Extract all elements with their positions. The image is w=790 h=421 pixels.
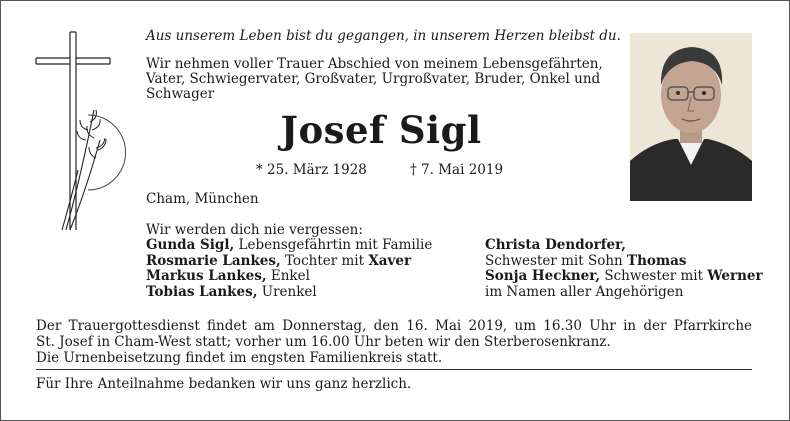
mourner-line: Rosmarie Lankes, Tochter mit Xaver — [146, 252, 412, 269]
mourner-line: Christa Dendorfer, — [485, 237, 626, 253]
birth-date: * 25. März 1928 — [256, 162, 367, 178]
mourner-line: im Namen aller Angehörigen — [485, 283, 684, 300]
mourner-line: Tobias Lankes, Urenkel — [146, 283, 317, 300]
cross-with-wheat-icon — [28, 30, 128, 235]
divider — [36, 369, 752, 370]
mourner-line: Markus Lankes, Enkel — [146, 268, 310, 284]
places: Cham, München — [146, 191, 259, 207]
service-line: Der Trauergottesdienst findet am Donnerstag, den 16. Mai 2019, um 16.30 Uhr in der Pfarrkirche — [36, 318, 752, 334]
death-date: † 7. Mai 2019 — [410, 162, 504, 178]
thanks-line: Für Ihre Anteilnahme bedanken wir uns ganz herzlich. — [36, 376, 412, 392]
portrait-photo — [630, 33, 752, 201]
service-line: Die Urnenbeisetzung findet im engsten Familienkreis statt. — [36, 350, 443, 366]
intro-text: Wir nehmen voller Trauer Abschied von meinem Lebensgefährten, Vater, Schwiegervater, Großvater, Urgroßvater, Bruder, Onkel und Schwager — [146, 56, 603, 102]
mourner-line: Sonja Heckner, Schwester mit Werner — [485, 268, 763, 284]
mourner-line: Gunda Sigl, Lebensgefährtin mit Familie — [146, 237, 433, 253]
mourners-left — [146, 238, 432, 300]
service-info — [36, 318, 752, 366]
forget-line: Wir werden dich nie vergessen: — [146, 222, 363, 238]
mourner-line: Schwester mit Sohn Thomas — [485, 252, 687, 269]
deceased-name: Josef Sigl — [280, 108, 482, 152]
mourners-right — [485, 238, 763, 300]
motto: Aus unserem Leben bist du gegangen, in unserem Herzen bleibst du. — [146, 28, 621, 44]
service-line: St. Josef in Cham-West statt; vorher um 16.00 Uhr beten wir den Sterberosenkranz. — [36, 334, 611, 350]
